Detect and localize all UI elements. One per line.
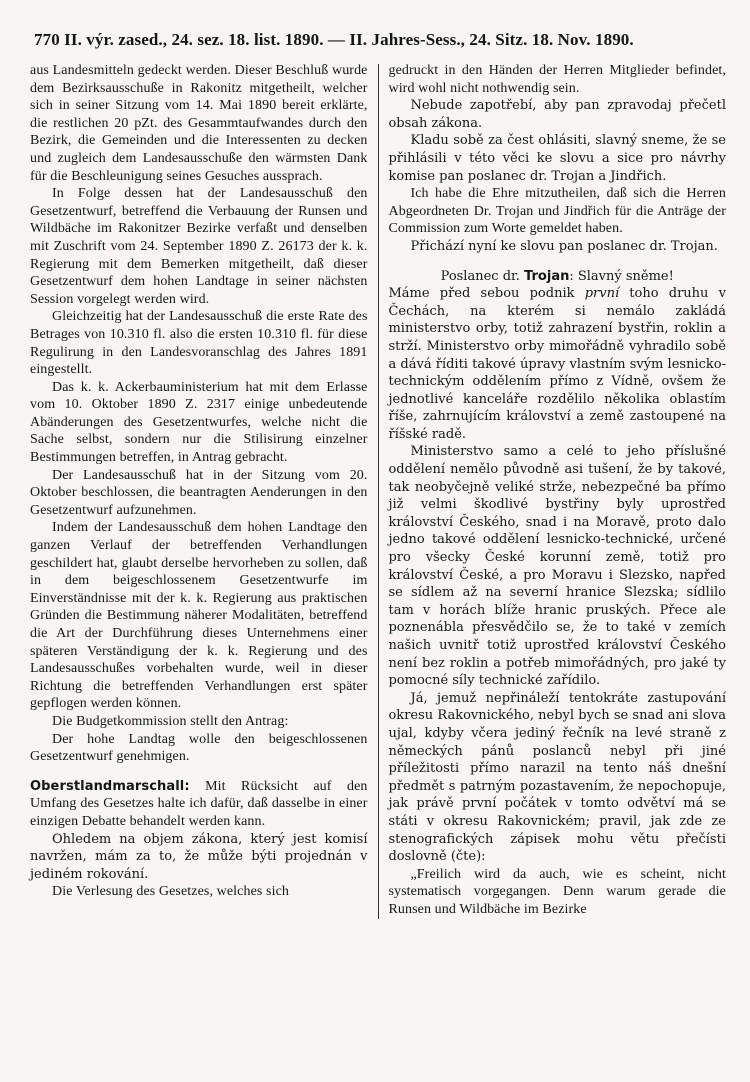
- paragraph: Já, jemuž nepřináleží tentokráte zastupování okresu Rakovnického, nebyl bych se snad ani slova ujal, kdyby včera jediný řečník na levé straně z německých pánů poslanců nebyl při jiné příležitosti přímo narazil na tento náš dnešní předmět s patrným pozastavením, že nepochopuje, jak právě první počátek v tomto odvětví má se státi v okresu Rakovnickém; pravil, jak zde ze stenografických zápisek mohu větu přečísti doslovně (čte):: [388, 690, 726, 865]
- spacer: [388, 256, 726, 268]
- paragraph: Ministerstvo samo a celé to jeho příslušné oddělení nemělo původně asi tušení, že by takové, tak neobyčejně veliké strže, nebezpečné ba přímo již velmi škodlivé bystřiny byly uprostřed království Českého, snad i na Moravě, proto dalo jedno takové oddělení lesnicko-technické, určené pro všecky České korunní země, totiž pro království České, a pro Moravu i Slezsko, napřed se sídlem až na severní hranice Slezska; sídlilo tam v horách blíže hranic pruských. Přece ale poznenábla přesvědčilo se, že to také v zemích našich uvnitř totiž uprostřed království Českého není bez roklin a potřeb mimořádných, pro jaké ty pomocné síly technické zařídilo.: [388, 444, 726, 689]
- paragraph: Indem der Landesausschuß dem hohen Landtage den ganzen Verlauf der betreffenden Verhandlungen geschildert hat, glaubt derselbe hervorheben zu sollen, daß in dem beigeschlossenem Gesetzentwurfe im Einverständnisse mit der k. k. Regierung aus praktischen Gründen die Bestimmung näherer Modalitäten, betreffend die Art der Durchführung dieses Unternehmens einer späteren Verständigung der k. k. Regierung und des Landesausschußes vorbehalten wurde, weil in dieser Richtung die betreffenden Verhandlungen erst später gepflogen werden können.: [30, 520, 368, 712]
- speech-text: Mit Rücksicht auf den Umfang des Gesetzes halte ich dafür, daß dasselbe in einer einzigen Debatte behandelt werden kann.: [30, 778, 368, 829]
- spacer: [30, 766, 368, 778]
- text-run: Máme před sebou podnik: [388, 286, 585, 302]
- paragraph: Přichází nyní ke slovu pan poslanec dr. Trojan.: [410, 238, 718, 254]
- speaker-suffix: : Slavný sněme!: [569, 268, 674, 284]
- left-column: [30, 62, 378, 919]
- paragraph: Nebude zapotřebí, aby pan zpravodaj přečetl obsah zákona.: [388, 98, 726, 131]
- text-run: toho druhu v Čechách, na kterém si nemálo zakládá ministerstvo orby, totiž zahrazení bystřin, roklin a strží. Ministerstvo orby mimořádně vyhradilo sobě a dává říditi takové úpravy vlastním svým lesnicko-technickým oddělením přímo z Vídně, ovšem že jednotlivé kanceláře rozdělilo několika oblastím říše, zahrnujícím království a země zastoupené na říšské radě.: [388, 286, 726, 442]
- paragraph: Ich habe die Ehre mitzutheilen, daß sich die Herren Abgeordneten Dr. Trojan und Jindřich für die Anträge der Commission zum Worte gemeldet haben.: [388, 186, 726, 237]
- paragraph: Der Landesausschuß hat in der Sitzung vom 20. Oktober beschlossen, die beantragten Aenderungen in den Gesetzentwurf aufzunehmen.: [30, 467, 368, 518]
- speaker-prefix: Poslanec dr.: [440, 268, 525, 284]
- right-column: [378, 62, 726, 919]
- speech-paragraph: [30, 778, 368, 831]
- paragraph: Ohledem na objem zákona, který jest komisí navržen, mám za to, že může býti projednán v jediném rokování.: [30, 831, 368, 882]
- paragraph: Gleichzeitig hat der Landesausschuß die erste Rate des Betrages von 10.310 fl. also die ersten 10.310 fl. für diese Regulirung in den Landesvoranschlag des Jahres 1891 eingestellt.: [30, 309, 368, 378]
- paragraph: gedruckt in den Händen der Herren Mitglieder befindet, wird wohl nicht nothwendig sein.: [388, 63, 726, 96]
- paragraph: In Folge dessen hat der Landesausschuß den Gesetzentwurf, betreffend die Verbauung der Runsen und Wildbäche im Rakonitzer Bezirke verfaßt und denselben mit Zuschrift vom 24. September 1890 Z. 26173 der k. k. Regierung mit dem Bemerken mitgetheilt, daß dieser Gesetzentwurf dem hohen Landtage in seiner nächsten Session vorgelegt werden wird.: [30, 186, 368, 307]
- paragraph: [388, 285, 726, 443]
- paragraph: Die Verlesung des Gesetzes, welches sich: [52, 884, 290, 900]
- speaker-name: Oberstlandmarschall:: [30, 778, 190, 794]
- speaker-heading: [388, 268, 726, 286]
- two-column-body: [30, 62, 726, 919]
- page-header: 770 II. výr. zased., 24. sez. 18. list. 1890. — II. Jahres-Sess., 24. Sitz. 18. Nov. 1890.: [34, 30, 634, 49]
- paragraph: Der hohe Landtag wolle den beigeschlossenen Gesetzentwurf genehmigen.: [30, 731, 368, 765]
- emphasis: první: [584, 286, 620, 302]
- paragraph: aus Landesmitteln gedeckt werden. Dieser Beschluß wurde dem Bezirksausschuße in Rakonitz mitgetheilt, welcher sich in seiner Sitzung vom 14. Mai 1890 bereit erklärte, die restlichen 20 pZt. des Gesammtaufwandes durch den Bezirk, die Gemeinden und die Interessenten zu decken und zugleich dem Landesausschuße den wärmsten Dank für die Beschleunigung seines Gesuches aussprach.: [30, 63, 368, 184]
- paragraph: Die Budgetkommission stellt den Antrag:: [52, 713, 289, 729]
- paragraph: Kladu sobě za čest ohlásiti, slavný sneme, že se přihlásili v této věci ke slovu a sice pro návrhy komise pan poslanec dr. Trojan a Jindřich.: [388, 133, 726, 184]
- speaker-name: Trojan: [524, 268, 570, 284]
- paragraph: Das k. k. Ackerbauministerium hat mit dem Erlasse vom 10. Oktober 1890 Z. 2317 einige unbedeutende Abänderungen des Gesetzentwurfes, welche nicht die Sache selbst, sondern nur die Stilisirung einzelner Bestimmungen betreffen, in Antrag gebracht.: [30, 379, 368, 466]
- paragraph: „Freilich wird da auch, wie es scheint, nicht systematisch vorgegangen. Denn warum gerade die Runsen und Wildbäche im Bezirke: [388, 866, 726, 917]
